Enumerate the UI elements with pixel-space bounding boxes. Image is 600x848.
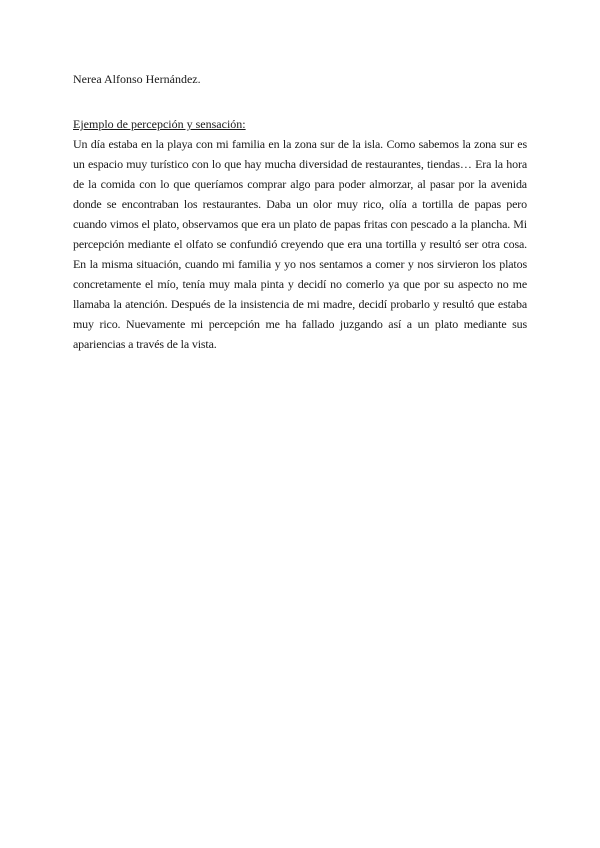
section-heading: Ejemplo de percepción y sensación:: [73, 117, 246, 131]
author-name: Nerea Alfonso Hernández.: [73, 72, 201, 86]
body-paragraph: Un día estaba en la playa con mi familia en la zona sur de la isla. Como sabemos la zona sur es un espacio muy turístico con lo que hay mucha diversidad de restaurantes, tiendas… Era la hora de la comida con lo que queríamos comprar algo para poder almorzar, al pasar por la avenida donde se encontraban los restaurantes. Daba un olor muy rico, olía a tortilla de papas pero cuando vimos el plato, observamos que era un plato de papas fritas con pescado a la plancha. Mi percepción mediante el olfato se confundió creyendo que era una tortilla y resultó ser otra cosa. En la misma situación, cuando mi familia y yo nos sentamos a comer y nos sirvieron los platos concretamente el mío, tenía muy mala pinta y decidí no comerlo ya que por su aspecto no me llamaba la atención. Después de la insistencia de mi madre, decidí probarlo y resultó que estaba muy rico. Nuevamente mi percepción me ha fallado juzgando así a un plato mediante sus apariencias a través de la vista.: [73, 137, 527, 351]
essay-section: [73, 114, 527, 354]
